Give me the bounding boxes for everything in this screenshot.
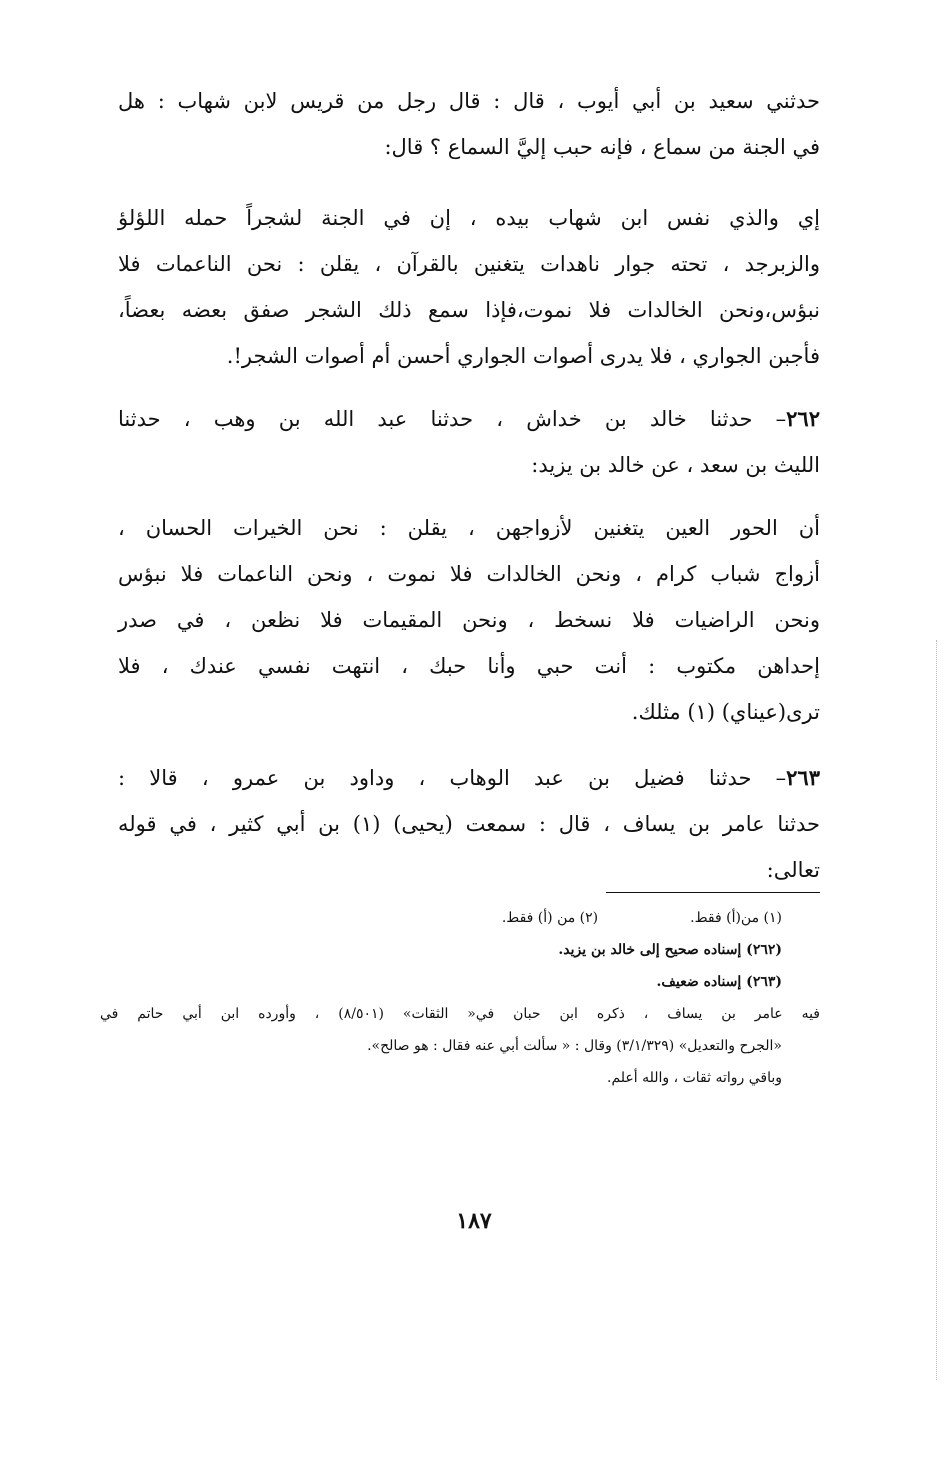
text-line: إي والذي نفس ابن شهاب بيده ، إن في الجنة لشجراً حمله اللؤلؤ <box>118 206 820 230</box>
variant-note-1: (١) من(أ) فقط. <box>690 910 782 926</box>
text-line: ترى(عيناي) (١) مثلك. <box>631 700 820 724</box>
hadith-text: – حدثنا فضيل بن عبد الوهاب ، وداود بن عمرو ، قالا : <box>118 766 787 790</box>
text-line: حدثنا عامر بن يساف ، قال : سمعت (يحيى) (١) بن أبي كثير ، في قوله <box>118 812 820 836</box>
text-line <box>118 396 820 442</box>
commentary-line: وباقي رواته ثقات ، والله أعلم. <box>607 1070 782 1086</box>
hadith-262 <box>118 396 820 488</box>
scan-edge <box>936 640 941 1380</box>
text-line: الليث بن سعد ، عن خالد بن يزيد: <box>531 453 820 477</box>
text-line: أزواج شباب كرام ، ونحن الخالدات فلا نموت ، ونحن الناعمات فلا نبؤس <box>118 562 820 586</box>
variant-note-2: (٢) من (أ) فقط. <box>501 910 599 926</box>
commentary-line: فيه عامر بن يساف ، ذكره ابن حبان في« الثقات» (٨/٥٠١) ، وأورده ابن أبي حاتم في <box>100 1006 820 1022</box>
footnote-separator <box>606 892 820 893</box>
variant-notes <box>100 902 820 934</box>
text-line: حدثني سعيد بن أبي أيوب ، قال : قال رجل من قريس لابن شهاب : هل <box>118 89 820 113</box>
hadith-number: ٢٦٢ <box>786 406 820 431</box>
text-line: والزبرجد ، تحته جوار ناهدات يتغنين بالقرآن ، يقلن : نحن الناعمات فلا <box>118 252 820 276</box>
paragraph-1 <box>118 78 820 170</box>
footnotes <box>100 902 820 1094</box>
paragraph-3 <box>118 505 820 735</box>
text-line: فأجبن الجواري ، فلا يدرى أصوات الجواري أحسن أم أصوات الشجر!. <box>226 344 820 368</box>
text-line: تعالى: <box>766 858 820 882</box>
text-line: نبؤس،ونحن الخالدات فلا نموت،فإذا سمع ذلك الشجر صفق بعضه بعضاً، <box>118 298 820 322</box>
text-line: إحداهن مكتوب : أنت حبي وأنا حبك ، انتهت نفسي عندك ، فلا <box>118 654 820 678</box>
grade-note-263: (٢٦٣) إسناده ضعيف. <box>656 974 782 990</box>
hadith-number: ٢٦٣ <box>786 765 820 790</box>
page-number: ١٨٧ <box>456 1208 492 1234</box>
commentary-line: «الجرح والتعديل» (٣/١/٣٢٩) وقال : « سألت أبي عنه فقال : هو صالح». <box>367 1038 782 1054</box>
paragraph-2 <box>118 195 820 379</box>
text-line: ونحن الراضيات فلا نسخط ، ونحن المقيمات فلا نظعن ، في صدر <box>118 608 820 632</box>
text-line: أن الحور العين يتغنين لأزواجهن ، يقلن : نحن الخيرات الحسان ، <box>118 516 820 540</box>
grade-note-262: (٢٦٢) إسناده صحيح إلى خالد بن يزيد. <box>558 942 782 958</box>
hadith-263 <box>118 755 820 893</box>
text-line <box>118 755 820 801</box>
hadith-text: – حدثنا خالد بن خداش ، حدثنا عبد الله بن وهب ، حدثنا <box>118 407 787 431</box>
text-line: في الجنة من سماع ، فإنه حبب إليَّ السماع ؟ قال: <box>384 135 820 159</box>
